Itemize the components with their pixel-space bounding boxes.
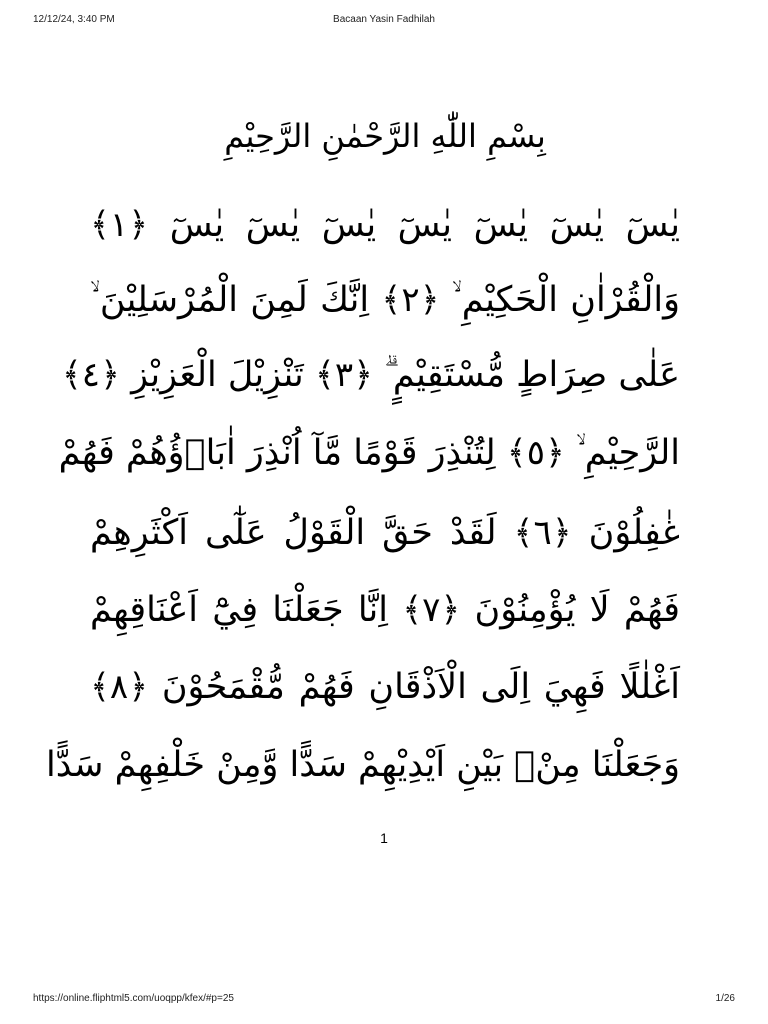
verse-line xyxy=(58,418,680,488)
page-number: 1 xyxy=(380,830,388,846)
verse-number-marker: ﴿٣﴾ xyxy=(314,355,373,395)
verse-text: عَلٰى صِرَاطٍ مُّسْتَقِيْمٍ ۗ xyxy=(384,355,680,395)
print-header xyxy=(0,14,768,30)
verse-text: الرَّحِيْمِ ۙ xyxy=(576,433,680,473)
verse-text: غٰفِلُوْنَ xyxy=(588,513,680,553)
verse-text: اِنَّا جَعَلْنَا فِيْٓ اَعْنَاقِهِمْ xyxy=(90,590,388,630)
print-page-count: 1/26 xyxy=(715,993,735,1004)
verse-line xyxy=(46,730,680,800)
verse-text: اَغْلٰلًا فَهِيَ اِلَى الْاَذْقَانِ فَهُمْ مُّقْمَحُوْنَ xyxy=(161,667,680,707)
verse-number-marker: ﴿٢﴾ xyxy=(381,280,440,320)
verse-line xyxy=(90,498,680,568)
verse-text: يٰسٓ يٰسٓ يٰسٓ يٰسٓ يٰسٓ يٰسٓ يٰسٓ xyxy=(169,205,680,245)
verse-line xyxy=(61,340,680,410)
print-title: Bacaan Yasin Fadhilah xyxy=(333,14,435,25)
verse-number-marker: ﴿٥﴾ xyxy=(506,433,565,473)
print-footer xyxy=(0,993,768,1009)
verse-text: لِتُنْذِرَ قَوْمًا مَّآ اُنْذِرَ اٰبَاۤؤُهُمْ فَهُمْ xyxy=(58,433,496,473)
verse-line xyxy=(90,575,680,645)
verse-line xyxy=(90,652,680,722)
verse-text: فَهُمْ لَا يُؤْمِنُوْنَ xyxy=(474,590,680,630)
print-url: https://online.fliphtml5.com/uoqpp/kfex/#p=25 xyxy=(33,993,234,1004)
verse-line xyxy=(90,265,680,335)
verse-text: تَنْزِيْلَ الْعَزِيْزِ xyxy=(131,355,304,395)
verse-line xyxy=(90,190,680,260)
verse-number-marker: ﴿٨﴾ xyxy=(90,667,149,707)
verse-number-marker: ﴿٤﴾ xyxy=(61,355,120,395)
verse-text: اِنَّكَ لَمِنَ الْمُرْسَلِيْنَ ۙ xyxy=(90,280,370,320)
verse-number-marker: ﴿٧﴾ xyxy=(402,590,461,630)
verse-text: لَقَدْ حَقَّ الْقَوْلُ عَلٰٓى اَكْثَرِهِمْ xyxy=(90,513,497,553)
basmala-heading: بِسْمِ اللّٰهِ الرَّحْمٰنِ الرَّحِيْمِ xyxy=(224,117,546,155)
print-datetime: 12/12/24, 3:40 PM xyxy=(33,14,115,25)
verse-text: وَالْقُرْاٰنِ الْحَكِيْمِ ۙ xyxy=(451,280,680,320)
verse-text: وَجَعَلْنَا مِنْۢ بَيْنِ اَيْدِيْهِمْ سَدًّا وَّمِنْ خَلْفِهِمْ سَدًّا xyxy=(46,745,680,785)
verse-number-marker: ﴿١﴾ xyxy=(90,205,149,245)
verse-number-marker: ﴿٦﴾ xyxy=(513,513,572,553)
